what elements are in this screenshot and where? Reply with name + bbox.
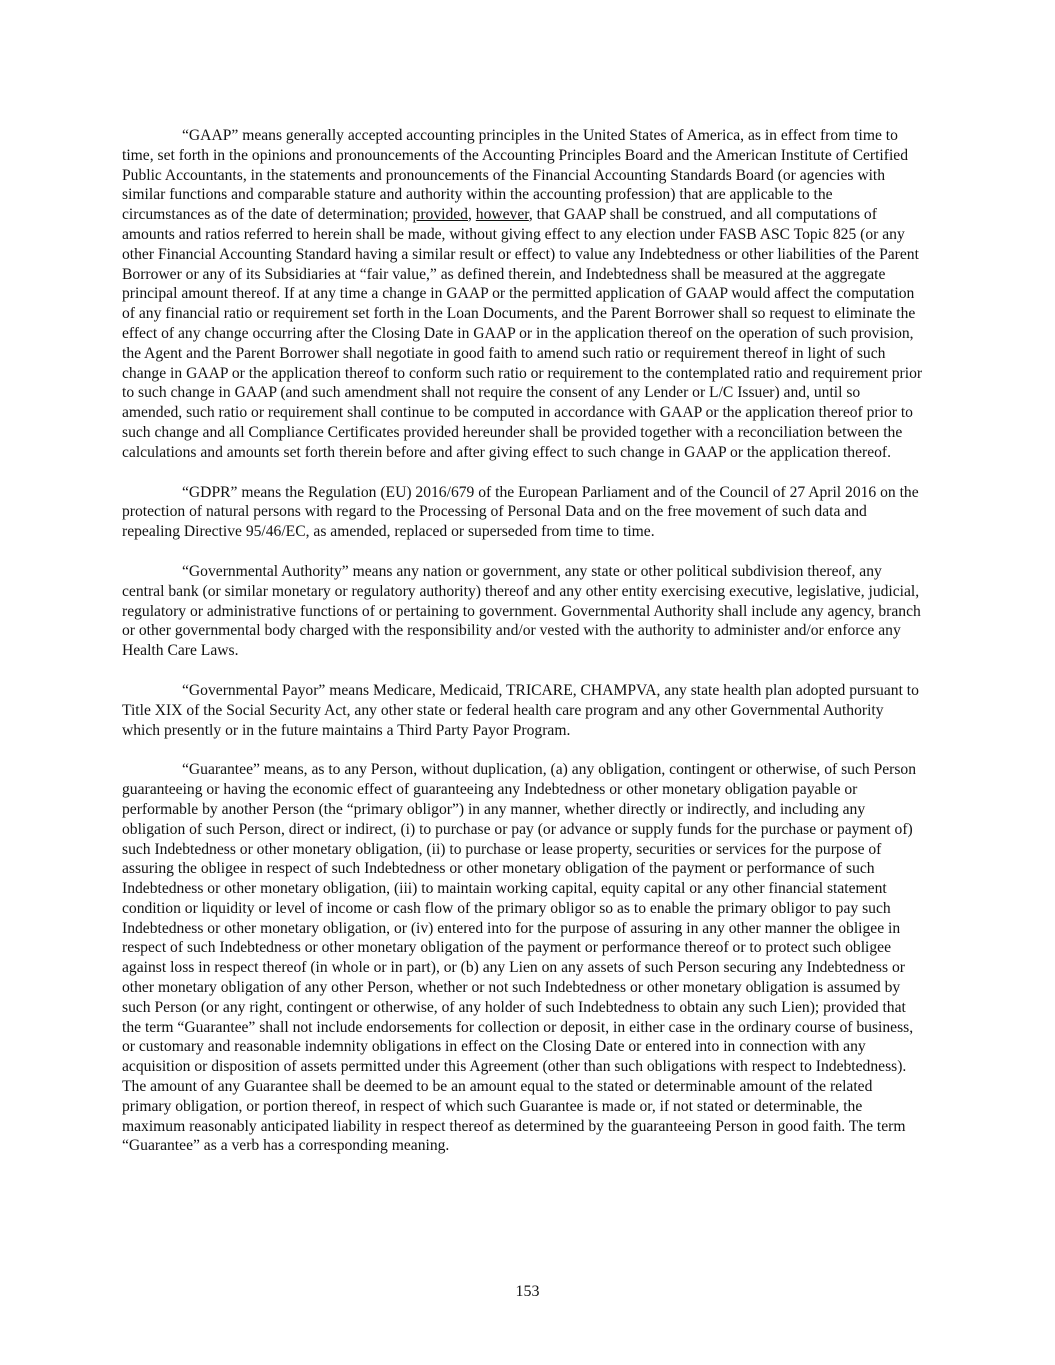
page-number: 153 <box>515 1283 540 1300</box>
gaap-provided-term: provided <box>412 206 468 224</box>
definition-guarantee: “Guarantee” means, as to any Person, without duplication, (a) any obligation, contingent or otherwise, of such Person guaranteeing or having the economic effect of guaranteeing any Indebtedness or other monetary obligation payable or performable by another Person (the “primary obligor”) in any manner, whether directly or indirectly, and including any obligation of such Person, direct or indirect, (i) to purchase or pay (or advance or supply funds for the purchase or payment of) such Indebtedness or other monetary obligation, (ii) to purchase or lease property, securities or services for the purpose of assuring the obligee in respect of such Indebtedness or other monetary obligation of the payment or performance of such Indebtedness or other monetary obligation, (iii) to maintain working capital, equity capital or any other financial statement condition or liquidity or level of income or cash flow of the primary obligor so as to enable the primary obligor to pay such Indebtedness or other monetary obligation, or (iv) entered into for the purpose of assuring in any other manner the obligee in respect of such Indebtedness or other monetary obligation of the payment or performance thereof or to protect such obligee against loss in respect thereof (in whole or in part), or (b) any Lien on any assets of such Person securing any Indebtedness or other monetary obligation of any other Person, whether or not such Indebtedness or other monetary obligation is assumed by such Person (or any right, contingent or otherwise, of any holder of such Indebtedness to obtain any such Lien); provided that the term “Guarantee” shall not include endorsements for collection or deposit, in either case in the ordinary course of business, or customary and reasonable indemnity obligations in effect on the Closing Date or entered into in connection with any acquisition or disposition of assets permitted under this Agreement (other than such obligations with respect to Indebtedness). The amount of any Guarantee shall be deemed to be an amount equal to the stated or determinable amount of the related primary obligation, or portion thereof, in respect of which such Guarantee is made or, if not stated or determinable, the maximum reasonably anticipated liability in respect thereof as determined by the guaranteeing Person in good faith. The term “Guarantee” as a verb has a corresponding meaning. <box>122 761 917 1155</box>
definition-governmental-payor: “Governmental Payor” means Medicare, Medicaid, TRICARE, CHAMPVA, any state health plan adopted pursuant to Title XIX of the Social Security Act, any other state or federal health care program and any other Governmental Authority which presently or in the future maintains a Third Party Payor Program. <box>122 681 919 739</box>
definition-governmental-authority: “Governmental Authority” means any nation or government, any state or other political subdivision thereof, any central bank (or similar monetary or regulatory authority) thereof and any other entity exercising executive, legislative, judicial, regulatory or administrative functions of or pertaining to government. Governmental Authority shall include any agency, branch or other governmental body charged with the responsibility and/or vested with the authority to administer and/or enforce any Health Care Laws. <box>122 562 921 660</box>
definition-gdpr: “GDPR” means the Regulation (EU) 2016/679 of the European Parliament and of the Council of 27 April 2016 on the protection of natural persons with regard to the Processing of Personal Data and on the free movement of such data and repealing Directive 95/46/EC, as amended, replaced or superseded from time to time. <box>122 483 919 541</box>
definition-gaap <box>122 126 924 463</box>
gaap-separator: , <box>467 206 476 224</box>
gaap-text-part1: “GAAP” means generally accepted accounting principles in the United States of America, as in effect from time to time, set forth in the opinions and pronouncements of the Accounting Principles Board and the American Institute of Certified Public Accountants, in the statements and pronouncements of the Financial Accounting Standards Board (or agencies with similar functions and comparable stature and authority within the accounting profession) that are applicable to the circumstances as of the date of determination; <box>122 127 909 224</box>
gaap-however-term: however <box>475 206 529 224</box>
document-page <box>122 126 924 1176</box>
gaap-text-part2: , that GAAP shall be construed, and all computations of amounts and ratios referred to herein shall be made, without giving effect to any election under FASB ASC Topic 825 (or any other Financial Accounting Standard having a similar result or effect) to value any Indebtedness or other liabilities of the Parent Borrower or any of its Subsidiaries at “fair value,” as defined therein, and Indebtedness shall be measured at the aggregate principal amount thereof. If at any time a change in GAAP or the permitted application of GAAP would affect the computation of any financial ratio or requirement set forth in the Loan Documents, and the Parent Borrower shall so request to eliminate the effect of any change occurring after the Closing Date in GAAP or in the application thereof on the operation of such provision, the Agent and the Parent Borrower shall negotiate in good faith to amend such ratio or requirement thereof in light of such change in GAAP or the application thereof to conform such ratio or requirement to the contemplated ratio and requirement prior to such change in GAAP (and such amendment shall not require the consent of any Lender or L/C Issuer) and, until so amended, such ratio or requirement shall continue to be computed in accordance with GAAP or the application thereof prior to such change and all Compliance Certificates provided hereunder shall be provided together with a reconciliation between the calculations and amounts set forth therein before and after giving effect to such change in GAAP or the application thereof. <box>122 206 923 461</box>
